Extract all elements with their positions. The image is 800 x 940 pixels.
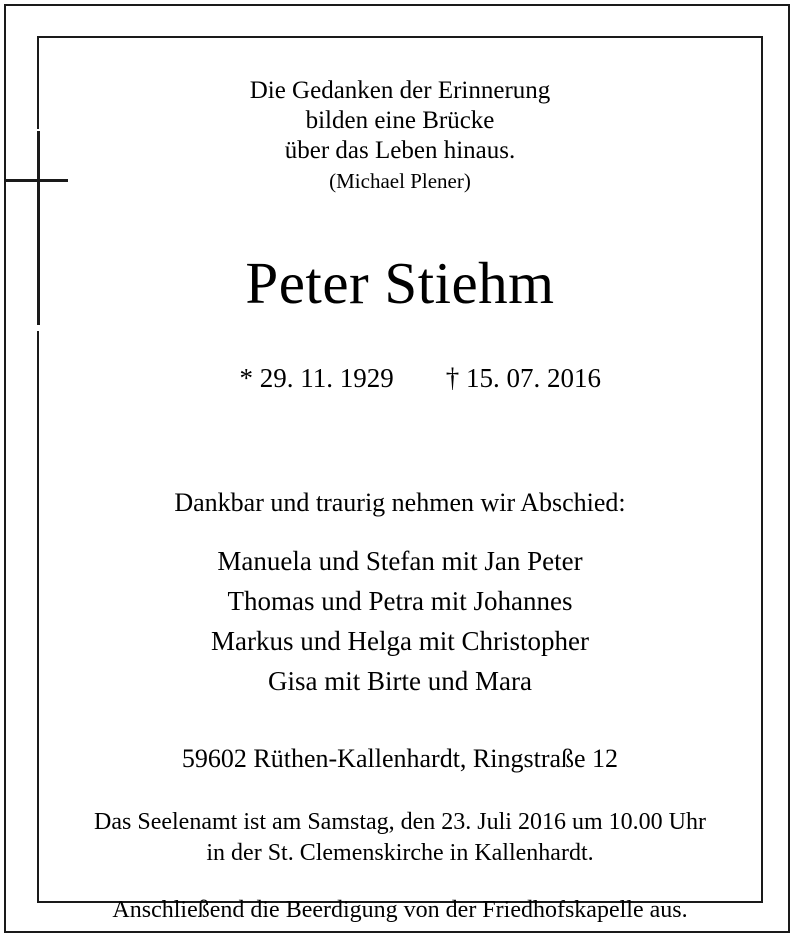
deceased-name: Peter Stiehm xyxy=(245,250,555,316)
survivor-line: Manuela und Stefan mit Jan Peter xyxy=(217,546,583,576)
service-line-2: in der St. Clemenskirche in Kallenhardt. xyxy=(206,840,594,866)
quote-line-1: Die Gedanken der Erinnerung xyxy=(249,77,551,104)
memorial-quote xyxy=(39,76,761,196)
farewell-line: Dankbar und traurig nehmen wir Abschied: xyxy=(174,488,626,517)
survivors-list xyxy=(39,541,761,701)
quote-line-2: bilden eine Brücke xyxy=(305,107,495,134)
service-line-1: Das Seelenamt ist am Samstag, den 23. Juli 2016 um 10.00 Uhr xyxy=(94,809,706,835)
quote-line-3: über das Leben hinaus. xyxy=(284,137,516,164)
address-line: 59602 Rüthen-Kallenhardt, Ringstraße 12 xyxy=(181,744,619,773)
service-details xyxy=(39,807,761,869)
survivor-line: Thomas und Petra mit Johannes xyxy=(227,586,573,616)
notice-content xyxy=(39,38,761,923)
quote-attribution: (Michael Plener) xyxy=(329,169,471,193)
birth-date: * 29. 11. 1929 xyxy=(239,363,394,393)
survivor-line: Gisa mit Birte und Mara xyxy=(268,666,532,696)
life-dates xyxy=(39,330,761,426)
interment-line: Anschließend die Beerdigung von der Friedhofskapelle aus. xyxy=(112,897,688,923)
death-date: † 15. 07. 2016 xyxy=(445,363,601,393)
survivor-line: Markus und Helga mit Christopher xyxy=(211,626,589,656)
